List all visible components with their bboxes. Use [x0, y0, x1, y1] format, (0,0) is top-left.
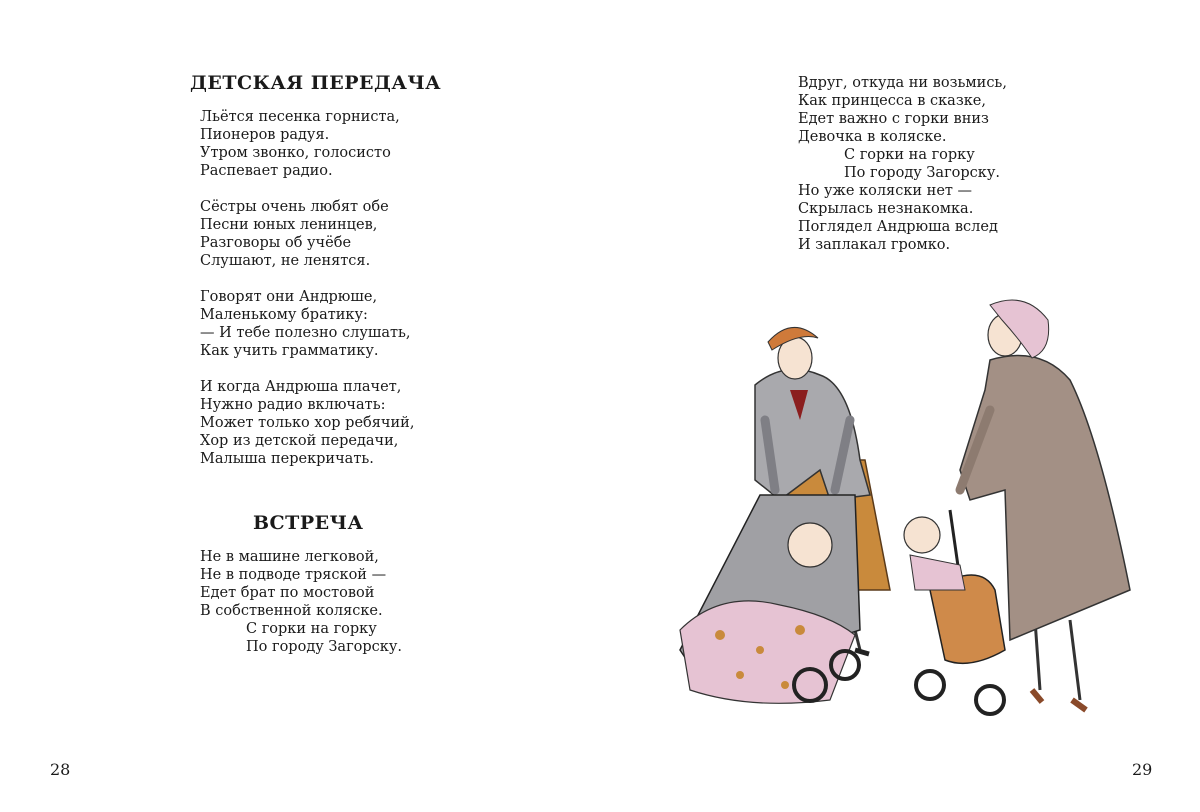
poem-detskaya-peredacha	[200, 108, 414, 468]
poem-line: И заплакал громко.	[798, 237, 951, 253]
poem-refrain-line: По городу Загорску.	[844, 165, 1001, 181]
poem-line: Едет брат по мостовой	[200, 585, 375, 601]
poem-line: Пионеров радуя.	[200, 127, 330, 143]
poem-vstrecha	[200, 548, 402, 656]
poem-line: Как принцесса в сказке,	[798, 93, 986, 109]
poem-line: Может только хор ребячий,	[200, 415, 415, 431]
poem-line: Но уже коляски нет —	[798, 183, 973, 199]
poem-line: Не в подводе тряской —	[200, 567, 387, 583]
poem-line: Утром звонко, голосисто	[200, 145, 391, 161]
poem-line: Хор из детской передачи,	[200, 433, 399, 449]
poem-line: Не в машине легковой,	[200, 549, 379, 565]
illustration-women-with-prams	[660, 290, 1140, 750]
poem-line: И когда Андрюша плачет,	[200, 379, 402, 395]
pram-left	[680, 495, 860, 703]
poem-line: Распевает радио.	[200, 163, 333, 179]
poem-line: Малыша перекричать.	[200, 451, 374, 467]
poem-refrain-line: С горки на горку	[246, 621, 377, 637]
poem-vstrecha-continued	[798, 74, 1007, 254]
stanza-1	[200, 548, 402, 656]
poem-line: Едет важно с горки вниз	[798, 111, 989, 127]
poem-line: Как учить грамматику.	[200, 343, 379, 359]
poem-refrain-line: С горки на горку	[844, 147, 975, 163]
stanza-4	[200, 378, 414, 468]
poem-line: Говорят они Андрюше,	[200, 289, 378, 305]
poem-line: Слушают, не ленятся.	[200, 253, 371, 269]
poem-line: В собственной коляске.	[200, 603, 383, 619]
poem-refrain-line: По городу Загорску.	[246, 639, 403, 655]
poem-line: Маленькому братику:	[200, 307, 368, 323]
poem-line: Девочка в коляске.	[798, 129, 947, 145]
stanza-2	[200, 198, 414, 270]
poem-line: Вдруг, откуда ни возьмись,	[798, 75, 1007, 91]
pram-right	[904, 510, 1005, 714]
stanza-1	[200, 108, 414, 180]
poem-line: Льётся песенка горниста,	[200, 109, 400, 125]
page-number-right: 29	[1132, 760, 1153, 779]
poem-line: Сёстры очень любят обе	[200, 199, 389, 215]
poem-line: Поглядел Андрюша вслед	[798, 219, 998, 235]
page-number-left: 28	[50, 760, 71, 779]
poem-line: — И тебе полезно слушать,	[200, 325, 411, 341]
poem-line: Нужно радио включать:	[200, 397, 386, 413]
poem-line: Скрылась незнакомка.	[798, 201, 974, 217]
stanza-3	[200, 288, 414, 360]
poem-line: Песни юных ленинцев,	[200, 217, 378, 233]
poem-line: Разговоры об учёбе	[200, 235, 352, 251]
poem-title-detskaya-peredacha: ДЕТСКАЯ ПЕРЕДАЧА	[190, 72, 442, 94]
poem-title-vstrecha: ВСТРЕЧА	[253, 512, 364, 534]
